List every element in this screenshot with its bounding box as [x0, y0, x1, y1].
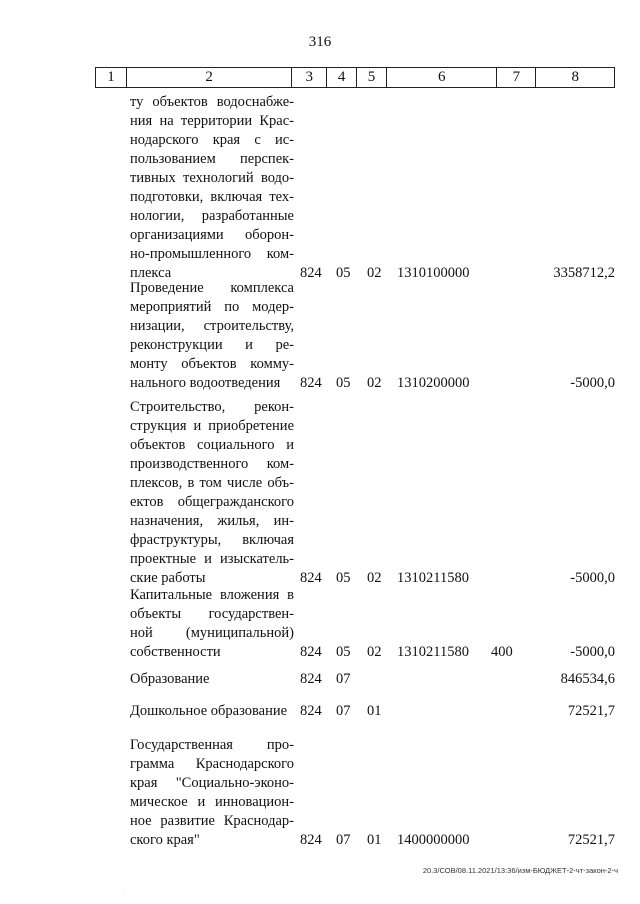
- expense-type-code: 400: [491, 644, 513, 660]
- row-name-line: ное развитие Краснодар-: [130, 813, 294, 829]
- section-code: 07: [336, 671, 351, 687]
- row-name-line: струкция и приобретение: [130, 418, 294, 434]
- row-name: [130, 702, 294, 721]
- row-name-line: объектов социального и: [130, 437, 294, 453]
- amount: 846534,6: [560, 671, 615, 687]
- table-header: [95, 67, 615, 88]
- header-col-8: 8: [571, 69, 579, 85]
- row-name-line: но-промышленного ком-: [130, 246, 294, 262]
- row-name-line: производственного ком-: [130, 456, 294, 472]
- subsection-code: 01: [367, 703, 382, 719]
- row-name-line: пользованием перспек-: [130, 151, 294, 167]
- amount: 72521,7: [567, 703, 615, 719]
- subsection-code: 02: [367, 375, 382, 391]
- header-col-2: 2: [127, 68, 292, 87]
- header-col-7: 7: [497, 68, 536, 87]
- ministry-code: 824: [300, 265, 322, 281]
- row-name: [130, 398, 294, 588]
- subsection-code: 01: [367, 832, 382, 848]
- row-name: [130, 279, 294, 393]
- row-name-line: ния на территории Крас-: [130, 113, 294, 129]
- ministry-code: 824: [300, 671, 322, 687]
- subsection-code: 02: [367, 265, 382, 281]
- amount: -5000,0: [570, 375, 615, 391]
- section-code: 07: [336, 703, 351, 719]
- section-code: 07: [336, 832, 351, 848]
- subsection-code: 02: [367, 570, 382, 586]
- target-article-code: 1310200000: [397, 375, 470, 391]
- ministry-code: 824: [300, 832, 322, 848]
- amount: 72521,7: [567, 832, 615, 848]
- header-col-1: 1: [96, 68, 127, 87]
- subsection-code: 02: [367, 644, 382, 660]
- ministry-code: 824: [300, 375, 322, 391]
- amount: -5000,0: [570, 570, 615, 586]
- row-name-line: проектные и изыскатель-: [130, 551, 294, 567]
- target-article-code: 1310211580: [397, 570, 469, 586]
- row-name-line: Капитальные вложения в: [130, 587, 294, 603]
- row-name-line: плексов, в том числе объ-: [130, 475, 294, 491]
- row-name-line: мероприятий по модер-: [130, 299, 294, 315]
- row-name-line: объекты государствен-: [130, 606, 294, 622]
- row-name-line: ту объектов водоснабже-: [130, 94, 294, 110]
- row-name-line: мическое и инновацион-: [130, 794, 294, 810]
- row-name-line: Проведение комплекса: [130, 280, 294, 296]
- section-code: 05: [336, 265, 351, 281]
- row-name-line: плекса: [130, 265, 172, 281]
- row-name: [130, 93, 294, 283]
- row-name-line: Государственная про-: [130, 737, 294, 753]
- header-col-5: 5: [357, 68, 387, 87]
- row-name: [130, 670, 294, 689]
- page-number: 316: [308, 34, 332, 50]
- row-name-line: ектов общегражданского: [130, 494, 294, 510]
- row-name-line: реконструкции и ре-: [130, 337, 294, 353]
- row-name-line: назначения, жилья, ин-: [130, 513, 294, 529]
- header-col-6: 6: [387, 68, 498, 87]
- header-col-4: 4: [327, 68, 357, 87]
- row-name-line: ские работы: [130, 570, 206, 586]
- row-name-line: низации, строительству,: [130, 318, 294, 334]
- target-article-code: 1400000000: [397, 832, 470, 848]
- row-name-line: ского края": [130, 832, 200, 848]
- row-name-line: нологии, разработанные: [130, 208, 294, 224]
- section-code: 05: [336, 644, 351, 660]
- ministry-code: 824: [300, 644, 322, 660]
- row-name-line: грамма Краснодарского: [130, 756, 294, 772]
- row-name-line: нального водоотведения: [130, 375, 281, 391]
- row-name-line: собственности: [130, 644, 221, 660]
- row-name-line: ной (муниципальной): [130, 625, 294, 641]
- header-col-3: 3: [292, 68, 327, 87]
- row-name-line: фраструктуры, включая: [130, 532, 294, 548]
- footer-code: 20.3/СОВ/08.11.2021/13:36/изм-БЮДЖЕТ-2-чт-закон-2-ч: [422, 866, 618, 875]
- row-name-line: Строительство, рекон-: [130, 399, 294, 415]
- amount: 3358712,2: [553, 265, 615, 281]
- row-name-line: организациями оборон-: [130, 227, 294, 243]
- row-name: [130, 586, 294, 662]
- row-name-line: подготовки, включая тех-: [130, 189, 294, 205]
- section-code: 05: [336, 375, 351, 391]
- row-name-line: нодарского края с ис-: [130, 132, 294, 148]
- row-name-line: монту объектов комму-: [130, 356, 294, 372]
- row-name-line: тивных технологий водо-: [130, 170, 294, 186]
- target-article-code: 1310100000: [397, 265, 470, 281]
- row-name-line: края "Социально-эконо-: [130, 775, 294, 791]
- amount: -5000,0: [570, 644, 615, 660]
- ministry-code: 824: [300, 703, 322, 719]
- section-code: 05: [336, 570, 351, 586]
- row-name-line: Образование: [130, 671, 210, 687]
- scan-speck: ·: [122, 888, 124, 894]
- target-article-code: 1310211580: [397, 644, 469, 660]
- row-name: [130, 736, 294, 850]
- ministry-code: 824: [300, 570, 322, 586]
- row-name-line: Дошкольное образование: [130, 703, 288, 719]
